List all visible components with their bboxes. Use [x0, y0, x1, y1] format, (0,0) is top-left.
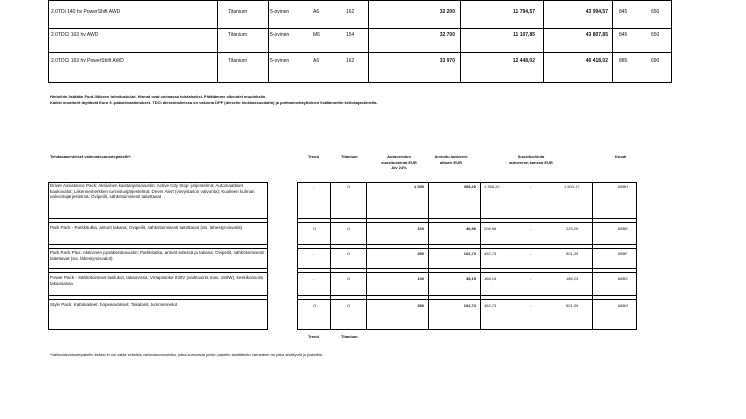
pack-min: 1 358,20: [484, 184, 500, 189]
price-cell: 32 200: [439, 9, 455, 15]
doors-cell: 5-ovinen: [270, 58, 290, 64]
pack-max: 229,20: [566, 226, 579, 231]
code1-cell: 845: [619, 9, 628, 15]
gear-cell: A6: [313, 9, 320, 15]
trim-cell: Titanium: [228, 9, 247, 15]
trend-mark: -: [313, 251, 315, 256]
model-cell: 2.0TDCi 163 hv PowerShift AWD: [51, 58, 124, 64]
pack-dash: -: [530, 303, 532, 308]
packs-title: Tehdasasenteiset valinnaisvarustepaketit*:: [50, 154, 132, 159]
note-line-1: Hintoihin lisätään Ford-liikkeen toimituskulut. Hinnat ovat voimassa toistaiseksi. Pidätämme oikeudet muutoksiin.: [50, 94, 267, 99]
price-cell: 33 970: [439, 58, 455, 64]
model-cell: 2.0TDCi 163 hv AWD: [51, 32, 99, 38]
col-trend: Trend: [308, 154, 319, 159]
tax-cell: 11 794,57: [513, 9, 535, 15]
pack-min: 206,96: [484, 226, 497, 231]
col-tax: Arvioitu autovero alkaen EUR: [434, 154, 468, 165]
pack-tax: 102,73: [463, 303, 476, 308]
pack-min: 168,15: [484, 276, 497, 281]
note-line-2: Kaikki moottorit täyttävät Euro 5 -päästövaatimukset. TDCi dieselmalleissa on vakiona DPF (dieselin hiukkassuodatin) ja polttoainekäyttöinen lisälämmitin kellokajastimella.: [50, 100, 378, 105]
titanium-mark: O: [347, 184, 351, 189]
pack-max: 1 504,17: [564, 184, 580, 189]
pack-code: 68BD: [618, 226, 629, 231]
titanium-mark: O: [347, 226, 351, 231]
code1-cell: 845: [619, 32, 628, 38]
total-cell: 43 994,57: [585, 9, 608, 15]
pack-tax: 308,20: [463, 184, 476, 189]
co2-cell: 162: [346, 9, 355, 15]
tax-cell: 11 107,85: [513, 32, 535, 38]
doors-cell: 5-ovinen: [270, 9, 290, 15]
trend-mark: -: [313, 276, 315, 281]
pack-price: 160: [417, 226, 424, 231]
pack-code: 68BF: [618, 251, 628, 256]
trim-cell: Titanium: [228, 58, 247, 64]
pack-code: 68BX: [618, 276, 628, 281]
pack-tax: 38,15: [465, 276, 476, 281]
footer-titanium: Titanium: [341, 334, 358, 339]
titanium-mark: O: [347, 276, 351, 281]
pack-desc: Park Pack - Parkkitutka, anturit takana; Ovipeilit, sähkötoimisesti taitettavat (sis. lähestymisvalot): [50, 225, 243, 230]
pack-price: 1 050: [413, 184, 424, 189]
pack-max: 501,39: [566, 303, 579, 308]
pack-code: 68BG: [618, 303, 629, 308]
col-total: Suositushinta autoveron kanssa EUR: [509, 154, 553, 165]
tax-cell: 12 448,02: [512, 58, 535, 64]
titanium-mark: O: [347, 251, 351, 256]
pack-desc: Power Pack - Sähkötoimiset lasilukot, takaovissa; Virtapistoke 230V (vaihtovirta max. 150W), keskikonsolin takaosassa: [50, 275, 264, 286]
pack-code: 68BH: [618, 184, 629, 189]
trend-mark: -: [313, 184, 315, 189]
pack-desc: Park Pack Plus: Aktiivinen pysäköintiavustin; Parkkitutka, anturit edessä ja takana; Ovipeilit, sähkötoimisesti taitettavat (sis. lähestymisvalot): [50, 250, 265, 261]
total-cell: 43 807,85: [585, 32, 608, 38]
gear-cell: A6: [313, 58, 320, 64]
gear-cell: M6: [313, 32, 320, 38]
pack-max: 186,23: [566, 276, 579, 281]
footer-trend: Trend: [308, 334, 319, 339]
pack-max: 501,39: [566, 251, 579, 256]
trim-cell: Titanium: [228, 32, 247, 38]
price-cell: 32 700: [439, 32, 455, 38]
trend-mark: O: [313, 303, 317, 308]
pack-desc: Driver Assistance Pack: Aktiivinen kaistanpitoavustin; Active City Stop -järjestelmä; Automaattiset kaukovalot; Liikennemerkken tunnistusjärjestelmä; Driver Alert (vireystason valvonta); Kuolleen kulman valvontajärjestelmä; Ovipeilit, sähkötoimisesti taitettavat: [50, 183, 255, 200]
code2-cell: 650: [651, 9, 660, 15]
doors-cell: 5-ovinen: [270, 32, 290, 38]
pack-dash: -: [530, 276, 532, 281]
code1-cell: 885: [619, 58, 628, 64]
pack-min: 452,73: [484, 303, 497, 308]
pack-tax: 102,73: [463, 251, 476, 256]
trend-mark: O: [313, 226, 317, 231]
pack-dash: -: [530, 184, 532, 189]
co2-cell: 154: [346, 32, 355, 38]
pack-tax: 46,96: [465, 226, 476, 231]
pack-price: 350: [417, 251, 424, 256]
col-titanium: Titanium: [341, 154, 358, 159]
pack-desc: Style Pack: Kattokaiteet, hopeanväriset; Takalasit, tummennetut: [50, 302, 177, 307]
code2-cell: 650: [651, 32, 660, 38]
footnote: *Valinnaisvarustepaketin lisäksi ei voi valita sellaisia valinnaisvarusteita, jotka kumoavat jonkin paketin sisältämän varusteen tai jotka sisältyvät jo pakettiin.: [50, 352, 324, 357]
titanium-mark: O: [347, 303, 351, 308]
model-cell: 2.0TDi 140 hv PowerShift AWD: [51, 9, 121, 15]
pack-dash: -: [530, 226, 532, 231]
pack-price: 130: [417, 276, 424, 281]
code2-cell: 690: [651, 58, 660, 64]
col-price: Autoveroton suositushinta EUR Alv 24%: [381, 154, 417, 170]
col-code: Koodi: [615, 154, 627, 159]
pack-min: 452,73: [484, 251, 497, 256]
co2-cell: 162: [346, 58, 355, 64]
pack-dash: -: [530, 251, 532, 256]
pack-price: 350: [417, 303, 424, 308]
total-cell: 46 418,02: [585, 58, 608, 64]
